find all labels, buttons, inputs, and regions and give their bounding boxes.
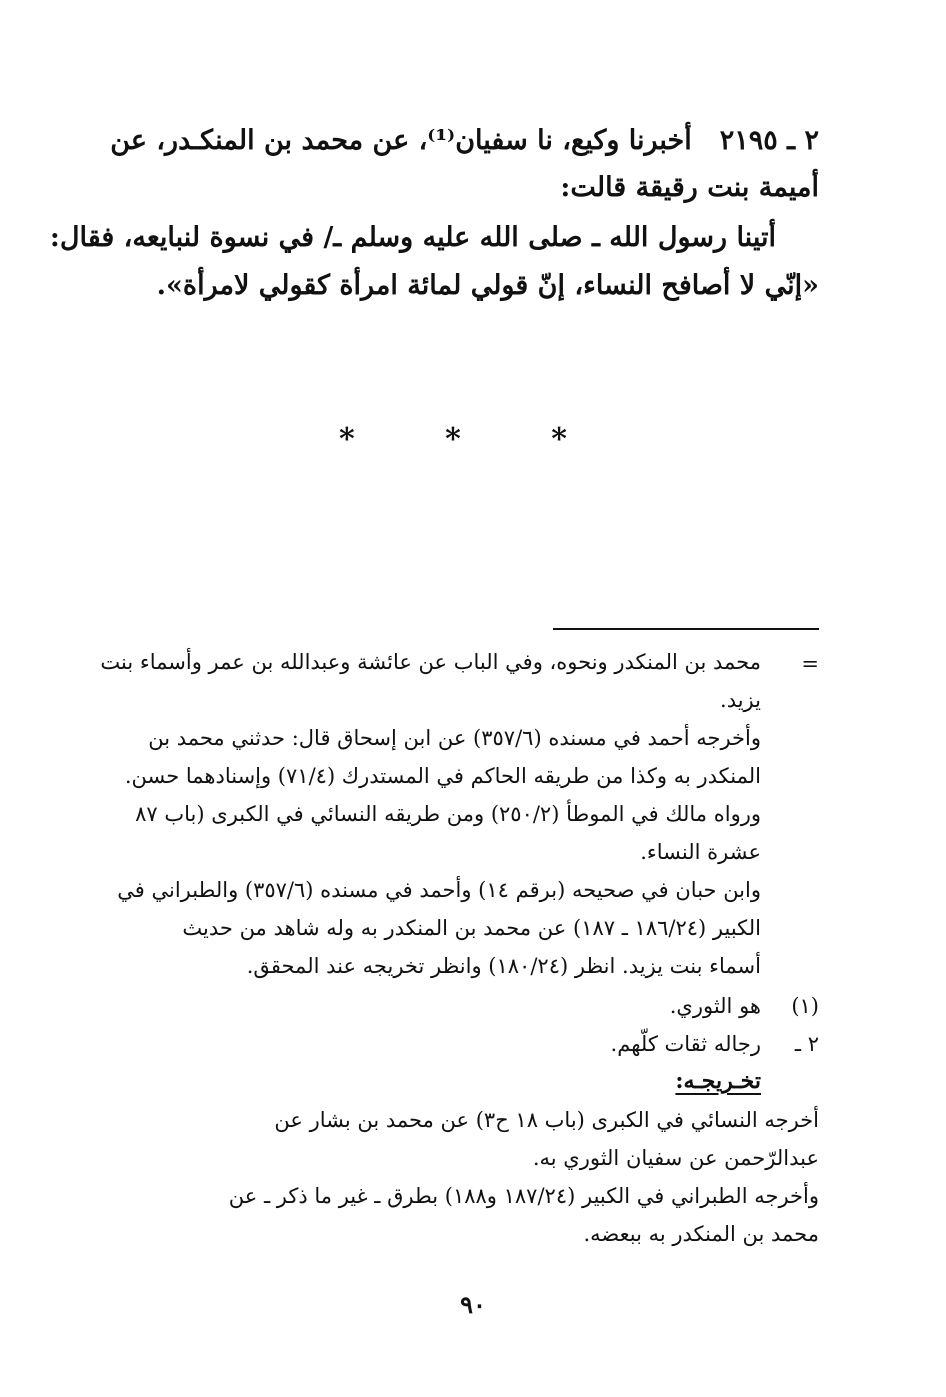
page-number: ٩٠ xyxy=(460,1290,486,1319)
footnote-line: وأخرجه أحمد في مسنده (٣٥٧/٦) عن ابن إسحاق قال: حدثني محمد بن xyxy=(148,726,761,750)
footnote-divider xyxy=(553,628,819,630)
takhrij-heading: تخـريجـه: xyxy=(675,1068,761,1094)
takhrij-line: وأخرجه الطبراني في الكبير (١٨٧/٢٤ و١٨٨) بطرق ـ غير ما ذكر ـ عن xyxy=(228,1184,819,1208)
footnote-marker-1: (١) xyxy=(791,994,819,1018)
takhrij-line: عبدالرّحمن عن سفيان الثوري به. xyxy=(532,1146,819,1170)
hadith-number: ٢ ـ ٢١٩٥ xyxy=(719,125,819,156)
footnote-line: المنكدر به وكذا من طريقه الحاكم في المستدرك (٧١/٤) وإسنادهما حسن. xyxy=(124,764,761,788)
footnote-line: يزيد. xyxy=(720,688,761,712)
footnote-line: الكبير (١٨٦/٢٤ ـ ١٨٧) عن محمد بن المنكدر به وله شاهد من حديث xyxy=(182,916,761,940)
hadith-line-2: أميمة بنت رقيقة قالت: xyxy=(560,172,819,203)
footnote-line: ورواه مالك في الموطأ (٢٥٠/٢) ومن طريقه النسائي في الكبرى (باب ٨٧ xyxy=(135,802,761,826)
hadith-isnad-text: أخبرنا وكيع، نا سفيان⁽¹⁾، عن محمد بن المنكـدر، عن xyxy=(110,125,692,156)
hadith-line-4: «إنّي لا أصافح النساء، إنّ قولي لمائة امرأة كقولي لامرأة». xyxy=(156,270,819,301)
footnote-line: عشرة النساء. xyxy=(640,840,761,864)
footnote-line: وابن حبان في صحيحه (برقم ١٤) وأحمد في مسنده (٣٥٧/٦) والطبراني في xyxy=(117,878,761,902)
takhrij-line: أخرجه النسائي في الكبرى (باب ١٨ ح٣) عن محمد بن بشار عن xyxy=(274,1108,819,1132)
footnote-line: أسماء بنت يزيد. انظر (١٨٠/٢٤) وانظر تخريجه عند المحقق. xyxy=(246,954,761,978)
footnote-line: محمد بن المنكدر ونحوه، وفي الباب عن عائشة وعبدالله بن عمر وأسماء بنت xyxy=(100,650,761,674)
takhrij-line: محمد بن المنكدر به ببعضه. xyxy=(583,1222,819,1246)
footnote-1-text: هو الثوري. xyxy=(669,994,761,1018)
footnote-2-text: رجاله ثقات كلّهم. xyxy=(610,1032,761,1056)
hadith-line-1 xyxy=(110,125,819,156)
hadith-line-3: أتينا رسول الله ـ صلى الله عليه وسلم ـ/ في نسوة لنبايعه، فقال: xyxy=(49,222,776,253)
footnote-marker-2: ٢ ـ xyxy=(794,1032,819,1056)
section-separator: * * * xyxy=(339,422,607,457)
continuation-marker: = xyxy=(801,652,819,676)
